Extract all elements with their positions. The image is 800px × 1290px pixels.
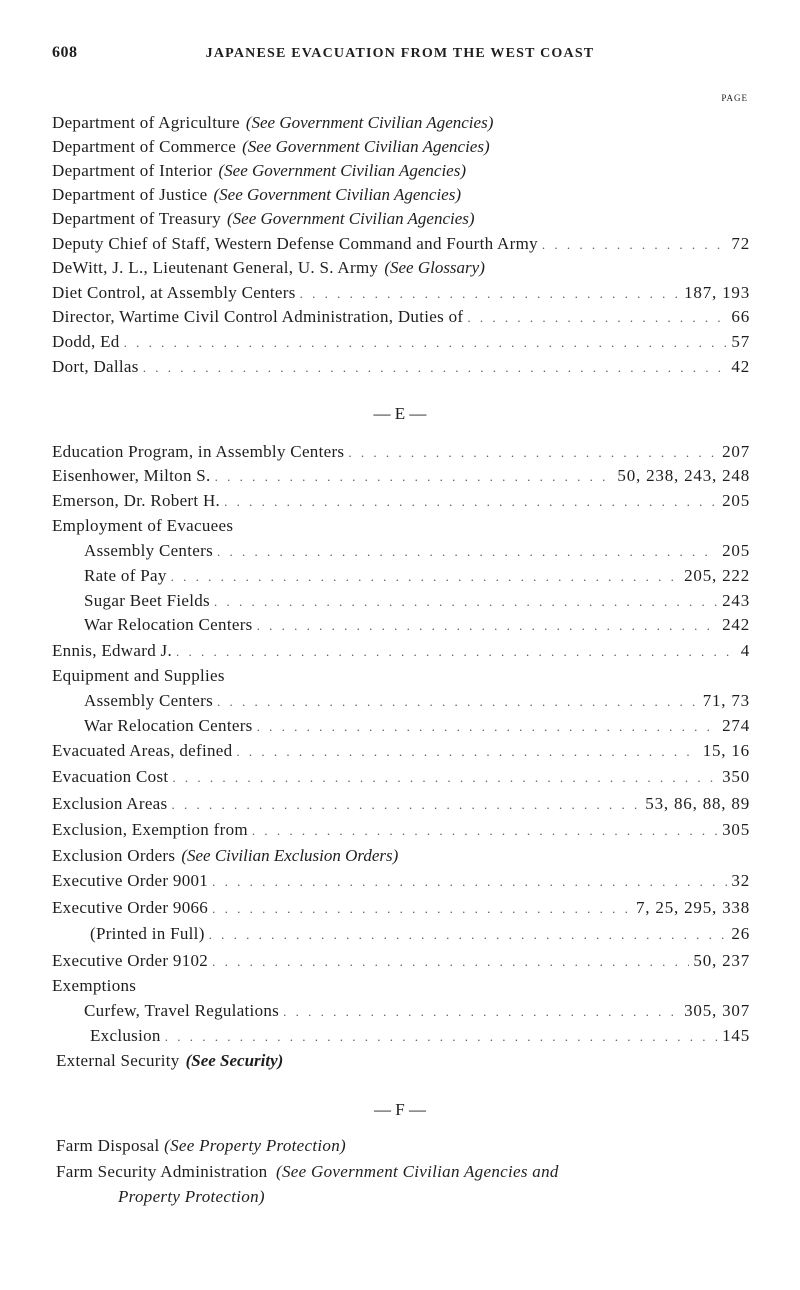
entry-term: Dodd, Ed bbox=[52, 332, 120, 351]
index-entry bbox=[52, 184, 750, 206]
index-entry bbox=[56, 1050, 754, 1072]
cross-reference: (See Glossary) bbox=[384, 258, 485, 277]
entry-term: Ennis, Edward J. bbox=[52, 641, 173, 660]
index-entry bbox=[52, 331, 750, 353]
index-entry bbox=[52, 257, 750, 279]
index-subentry bbox=[84, 690, 750, 712]
entry-pages: 187, 193 bbox=[684, 283, 750, 302]
leader-dots bbox=[283, 1001, 680, 1023]
cross-reference: (See Government Civilian Agencies) bbox=[245, 113, 494, 132]
entry-term: Evacuation Cost bbox=[52, 767, 169, 786]
entry-pages: 350 bbox=[722, 767, 750, 786]
cross-reference-continued: Property Protection) bbox=[118, 1187, 265, 1206]
leader-dots bbox=[257, 716, 719, 738]
entry-pages: 32 bbox=[731, 871, 750, 890]
index-subentry bbox=[84, 715, 750, 737]
index-entry bbox=[52, 282, 750, 304]
index-entry bbox=[52, 490, 750, 512]
entry-term: Exclusion, Exemption from bbox=[52, 820, 248, 839]
entry-pages: 72 bbox=[731, 234, 750, 253]
entry-term: Deputy Chief of Staff, Western Defense Command and Fourth Army bbox=[52, 234, 538, 253]
cross-reference: (See Government Civilian Agencies) bbox=[227, 209, 475, 228]
index-entry bbox=[52, 306, 750, 328]
leader-dots bbox=[252, 820, 718, 842]
entry-term: Director, Wartime Civil Control Administration, Duties of bbox=[52, 307, 464, 326]
index-subentry bbox=[84, 614, 750, 636]
entry-term: DeWitt, J. L., Lieutenant General, U. S. Army bbox=[52, 258, 379, 277]
section-heading-f: — F — bbox=[374, 1100, 426, 1119]
index-entry bbox=[52, 515, 750, 537]
entry-pages: 50, 238, 243, 248 bbox=[617, 466, 750, 485]
cross-reference: (See Government Civilian Agencies) bbox=[242, 137, 490, 156]
leader-dots bbox=[224, 491, 718, 513]
entry-term: Exclusion Orders bbox=[52, 846, 176, 865]
index-subentry bbox=[90, 1025, 750, 1047]
index-entry bbox=[52, 665, 750, 687]
entry-pages: 305 bbox=[722, 820, 750, 839]
entry-term: Exclusion Areas bbox=[52, 794, 168, 813]
cross-reference: (See Government Civilian Agencies) bbox=[213, 185, 462, 204]
page-number: 608 bbox=[52, 44, 78, 61]
leader-dots bbox=[257, 615, 719, 637]
entry-pages: 242 bbox=[722, 615, 750, 634]
index-entry bbox=[52, 233, 750, 255]
entry-pages: 205, 222 bbox=[684, 566, 750, 585]
entry-term: Rate of Pay bbox=[84, 566, 167, 585]
index-entry bbox=[52, 845, 750, 867]
entry-term: Assembly Centers bbox=[84, 541, 213, 560]
index-entry bbox=[52, 441, 750, 463]
entry-pages: 243 bbox=[722, 591, 750, 610]
index-subentry bbox=[84, 1000, 750, 1022]
entry-term: Assembly Centers bbox=[84, 691, 213, 710]
entry-term: Sugar Beet Fields bbox=[84, 591, 210, 610]
entry-pages: 145 bbox=[722, 1026, 750, 1045]
index-entry bbox=[52, 208, 750, 230]
running-header bbox=[52, 44, 748, 64]
leader-dots bbox=[171, 566, 680, 588]
index-entry bbox=[52, 766, 750, 788]
index-entry bbox=[52, 897, 750, 919]
entry-term: (Printed in Full) bbox=[90, 924, 205, 943]
entry-pages: 66 bbox=[731, 307, 750, 326]
entry-pages: 53, 86, 88, 89 bbox=[645, 794, 750, 813]
entry-term: Evacuated Areas, defined bbox=[52, 741, 233, 760]
index-entry bbox=[52, 793, 750, 815]
leader-dots bbox=[217, 691, 699, 713]
entry-pages: 71, 73 bbox=[702, 691, 750, 710]
entry-term: Department of Justice bbox=[52, 185, 208, 204]
entry-term: Employment of Evacuees bbox=[52, 516, 234, 535]
entry-pages: 15, 16 bbox=[702, 741, 750, 760]
entry-term: Dort, Dallas bbox=[52, 357, 139, 376]
cross-reference: (See Government Civilian Agencies) bbox=[218, 161, 467, 180]
entry-term: External Security bbox=[56, 1051, 180, 1070]
entry-term: Farm Disposal bbox=[56, 1136, 160, 1155]
cross-reference: (See Government Civilian Agencies and bbox=[276, 1162, 559, 1181]
index-entry bbox=[52, 975, 750, 997]
leader-dots bbox=[172, 767, 718, 789]
leader-dots bbox=[236, 741, 698, 763]
entry-pages: 205 bbox=[722, 491, 750, 510]
entry-pages: 207 bbox=[722, 442, 750, 461]
leader-dots bbox=[212, 898, 632, 920]
index-entry bbox=[52, 136, 750, 158]
leader-dots bbox=[212, 871, 727, 893]
index-entry bbox=[52, 356, 750, 378]
entry-term: Diet Control, at Assembly Centers bbox=[52, 283, 296, 302]
index-subentry bbox=[84, 540, 750, 562]
entry-term: Department of Interior bbox=[52, 161, 213, 180]
index-entry bbox=[52, 112, 750, 134]
leader-dots bbox=[542, 234, 727, 256]
entry-pages: 4 bbox=[740, 641, 750, 660]
leader-dots bbox=[348, 442, 718, 464]
leader-dots bbox=[217, 541, 718, 563]
page-column-heading: PAGE bbox=[721, 93, 748, 103]
entry-term: War Relocation Centers bbox=[84, 716, 253, 735]
leader-dots bbox=[212, 951, 689, 973]
index-entry bbox=[56, 1136, 346, 1156]
entry-term: Department of Agriculture bbox=[52, 113, 240, 132]
leader-dots bbox=[165, 1026, 718, 1048]
index-subentry bbox=[90, 923, 750, 945]
entry-term: War Relocation Centers bbox=[84, 615, 253, 634]
index-entry bbox=[52, 740, 750, 762]
leader-dots bbox=[215, 466, 614, 488]
leader-dots bbox=[171, 794, 641, 816]
leader-dots bbox=[467, 307, 727, 329]
entry-term: Eisenhower, Milton S. bbox=[52, 466, 211, 485]
entry-term: Emerson, Dr. Robert H. bbox=[52, 491, 221, 510]
entry-pages: 7, 25, 295, 338 bbox=[636, 898, 750, 917]
index-entry bbox=[52, 950, 750, 972]
entry-term: Executive Order 9066 bbox=[52, 898, 209, 917]
index-entry bbox=[56, 1162, 559, 1182]
leader-dots bbox=[209, 924, 728, 946]
index-entry bbox=[52, 870, 750, 892]
entry-term: Education Program, in Assembly Centers bbox=[52, 442, 345, 461]
leader-dots bbox=[124, 332, 728, 354]
section-heading-e: — E — bbox=[373, 404, 427, 423]
cross-reference: (See Security) bbox=[185, 1051, 284, 1070]
index-entry bbox=[52, 640, 750, 662]
cross-reference: (See Property Protection) bbox=[164, 1136, 346, 1155]
leader-dots bbox=[176, 641, 737, 663]
running-title: JAPANESE EVACUATION FROM THE WEST COAST bbox=[205, 46, 595, 61]
leader-dots bbox=[300, 283, 680, 305]
entry-term: Curfew, Travel Regulations bbox=[84, 1001, 280, 1020]
index-entry bbox=[52, 465, 750, 487]
entry-term: Exemptions bbox=[52, 976, 137, 995]
entry-term: Executive Order 9102 bbox=[52, 951, 209, 970]
entry-term: Department of Commerce bbox=[52, 137, 237, 156]
entry-term: Exclusion bbox=[90, 1026, 161, 1045]
entry-pages: 274 bbox=[722, 716, 750, 735]
index-entry bbox=[52, 160, 750, 182]
entry-term: Farm Security Administration bbox=[56, 1162, 268, 1181]
entry-term: Executive Order 9001 bbox=[52, 871, 209, 890]
entry-pages: 205 bbox=[722, 541, 750, 560]
entry-pages: 305, 307 bbox=[684, 1001, 750, 1020]
entry-pages: 50, 237 bbox=[693, 951, 750, 970]
entry-pages: 26 bbox=[731, 924, 750, 943]
entry-term: Equipment and Supplies bbox=[52, 666, 225, 685]
cross-reference: (See Civilian Exclusion Orders) bbox=[181, 846, 399, 865]
index-entry bbox=[52, 819, 750, 841]
index-subentry bbox=[84, 565, 750, 587]
entry-pages: 42 bbox=[731, 357, 750, 376]
entry-pages: 57 bbox=[731, 332, 750, 351]
index-subentry bbox=[84, 590, 750, 612]
entry-term: Department of Treasury bbox=[52, 209, 222, 228]
leader-dots bbox=[143, 357, 728, 379]
leader-dots bbox=[214, 591, 718, 613]
